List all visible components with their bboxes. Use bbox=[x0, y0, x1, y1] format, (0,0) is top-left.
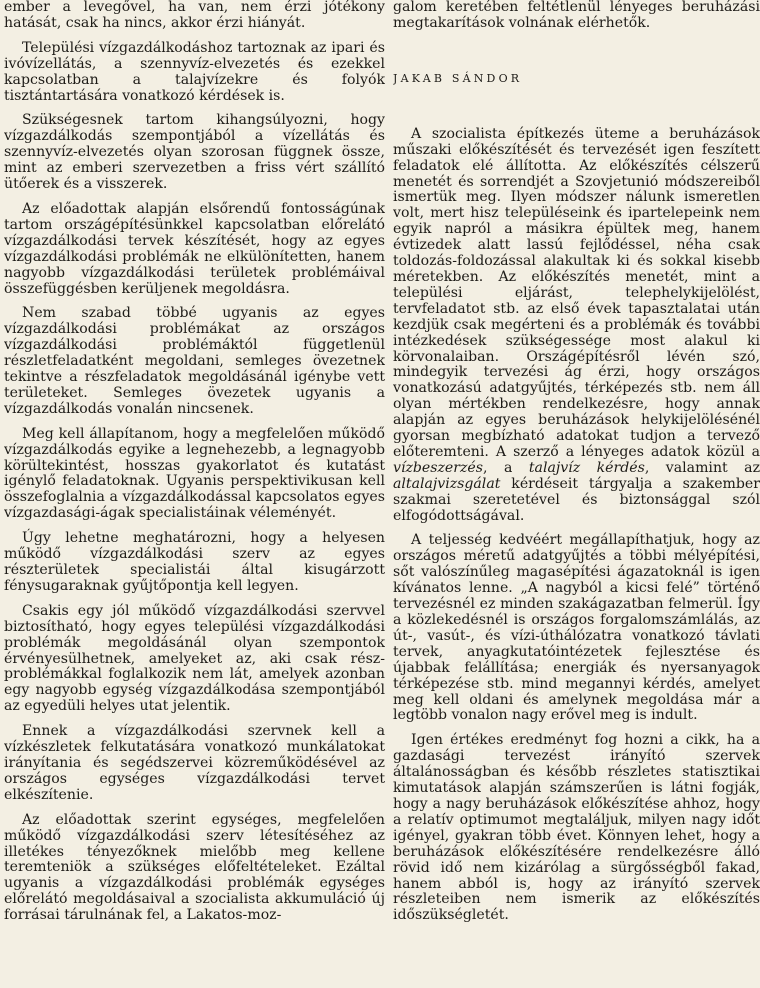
paragraph: Igen értékes eredményt fog hozni a cikk, ha a gazdasági tervezést irányító szervek általánosságban és később részletes statisztikai kimutatások alapján számszerűen is látni fogják, hogy a nagy beruházások előkészítése ahhoz, hogy a relatív optimumot megtaláljuk, milyen nagy időt igényel, gyakran több évet. Könnyen lehet, hogy a beruházások előkészítésére rendelkezésre álló rövid idő nem kizárólag a sürgősségből fakad, hanem abból is, hogy az irányító szervek részleteiben nem ismerik az előkészítés időszükségletét. bbox=[393, 732, 760, 924]
paragraph: Szükségesnek tartom kihangsúlyozni, hogy vízgazdálkodás szempontjából a vízellátás és szennyvíz-elvezetés olyan szorosan függnek össze, mint az emberi szervezetben a friss vért szállító ütőerek és a visszerek. bbox=[4, 112, 385, 193]
paragraph: A teljesség kedvéért megállapíthatjuk, hogy az országos méretű adatgyűjtés a többi mélyépítési, sőt valószínűleg magasépítési ágazatoknál is igen kívánatos lenne. „A nagyból a kicsi felé” történő tervezésnél ez minden szakágazatban felmerül. Így a közlekedésnél is országos forgalomszámlálás, az út-, vasút-, és vízi-úthálózatra vonatkozó távlati tervek, anyagkutatóintézetek fejlesztése és újabbak felállítása; energiák és nyersanyagok térképezése stb. mind megannyi kérdés, amelyet meg kell oldani és amelynek megoldása már a legtöbb vonalon nagy erővel meg is indult. bbox=[393, 532, 760, 724]
paragraph: Az előadottak szerint egységes, megfelelően működő vízgazdálkodási szerv létesítéséhez az illetékes tényezőknek mielőbb meg kellene teremteniök a szükséges előfeltételeket. Ezáltal ugyanis a vízgazdálkodási problémák egységes előrelátó megoldásaival a szocialista akkumuláció új forrásai tárulnának fel, a Lakatos-moz- bbox=[4, 811, 385, 924]
paragraph: Meg kell állapítanom, hogy a megfelelően működő vízgazdálkodás egyike a legnehezebb, a legnagyobb körültekintést, hosszas gyakorlatot és kutatást igénylő feladatoknak. Ugyanis perspektivikusan kell összefoglalnia a vízgazdálkodással kapcsolatos egyes vízgazdasági-ágak specialistáinak véleményét. bbox=[4, 425, 385, 522]
paragraph: Az előadottak alapján elsőrendű fontosságúnak tartom országépítésünkkel kapcsolatban előrelátó vízgazdálkodási tervek készítését, hogy az egyes vízgazdálkodási problémák ne elkülönítetten, hanem nagyobb vízgazdálkodási területek problémáival összefüggésben kerüljenek megoldásra. bbox=[4, 200, 385, 297]
author-name: JAKAB SÁNDOR bbox=[393, 71, 523, 85]
separator-text: , a bbox=[483, 459, 513, 476]
paragraph-text: A szocialista építkezés üteme a beruházások műszaki előkészítését és tervezését igen feszített feladatok elé állította. Az előkészítés célszerű menetét és sorrendjét a Szovjetunió módszereiből ismertük meg. Ilyen módszer nálunk ismeretlen volt, mert hisz településeink és ipartelepeink nem egyik napról a másikra épültek meg, hanem évtizedek alatt lassú fejlődéssel, néha csak toldozás-foldozással alakultak ki és sokkal kisebb méretekben. Az előkészítés menetét, mint a települési eljárást, telephelykijelölést, tervfeladatot stb. az első évek tapasztalatai után kezdjük csak megérteni és a problémák és további intézkedések szükségessége most alakul ki körvonalaiban. Országépítésről lévén szó, mindegyik tervezési ág érzi, hogy országos vonatkozású adatgyűjtés, térképezés stb. nem áll olyan mértékben rendelkezésre, hogy annak alapján az egyes beruházások helykijelölésénél gyorsan megbízható adatokat tudjon a tervező előteremteni. A szerző a lényeges adatok közül a bbox=[393, 125, 760, 460]
paragraph: Települési vízgazdálkodáshoz tartoznak az ipari és ivóvízellátás, a szennyvíz-elvezetés és ezekkel kapcsolatban a talajvízekre és folyók tisztántartására vonatkozó kérdések is. bbox=[4, 39, 385, 104]
paragraph: ember a levegővel, ha van, nem érzi jótékony hatását, csak ha nincs, akkor érzi hiányát. bbox=[4, 0, 385, 31]
right-column bbox=[393, 0, 760, 988]
emphasis-term: talajvíz kérdés bbox=[528, 459, 645, 476]
emphasis-term: vízbeszerzés bbox=[393, 459, 483, 476]
paragraph: Nem szabad többé ugyanis az egyes vízgazdálkodási problémákat az országos vízgazdálkodási problémáktól függetlenül részletfeladatként megoldani, semleges övezetnek tekintve a részfeladatok megoldásánál igénybe vett területeket. Semleges övezetek ugyanis a vízgazdálkodás vonalán nincsenek. bbox=[4, 305, 385, 417]
paragraph-text: kérdéseit tárgyalja a szakember szakmai szeretetével és biztonsággal szól elfogódottságával. bbox=[393, 475, 760, 524]
paragraph bbox=[393, 127, 760, 525]
paragraph: Ennek a vízgazdálkodási szervnek kell a vízkészletek felkutatására vonatkozó munkálatokat irányítania és segédszervei közreműködésével az országos egységes vízgazdálkodási tervet elkészítenie. bbox=[4, 723, 385, 803]
paragraph: Úgy lehetne meghatározni, hogy a helyesen működő vízgazdálkodási szerv az egyes részterületek specialistái által kisugárzott fénysugaraknak gyűjtőpontja kell legyen. bbox=[4, 530, 385, 594]
paragraph: Csakis egy jól működő vízgazdálkodási szervvel biztosítható, hogy egyes települési vízgazdálkodási problémák megoldásánál olyan szempontok érvényesülhetnek, amelyeket az, aki csak rész-problémákkal foglalkozik nem lát, amelyek azonban egy nagyobb egység vízgazdálkodása szempontjából az egyedüli helyes utat jelentik. bbox=[4, 602, 385, 715]
separator-text: , valamint az bbox=[644, 459, 760, 476]
emphasis-term: altalajvizsgálat bbox=[393, 475, 501, 492]
left-column bbox=[4, 0, 385, 988]
paragraph: galom keretében feltétlenül lényeges beruházási megtakarítások volnának elérhetők. bbox=[393, 0, 760, 31]
